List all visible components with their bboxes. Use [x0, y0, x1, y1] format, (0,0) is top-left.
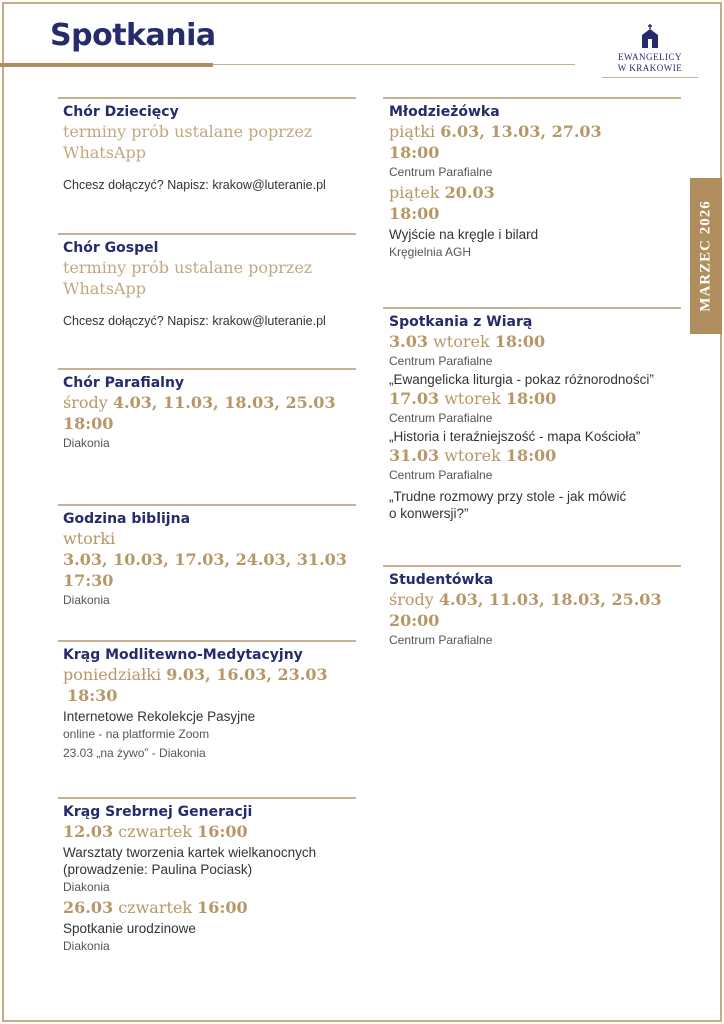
event-2-schedule	[63, 897, 356, 918]
event-1-schedule	[389, 331, 681, 352]
event-3-schedule	[389, 445, 681, 466]
event-date: 31.03	[389, 446, 440, 465]
weekday: środy	[389, 590, 434, 609]
section-rule	[58, 368, 356, 370]
time: 18:00	[389, 143, 440, 162]
place: Centrum Parafialne	[389, 633, 493, 647]
section-choir-gospel	[58, 233, 356, 330]
place: Centrum Parafialne	[389, 411, 493, 425]
section-title: Godzina biblijna	[63, 511, 191, 527]
event-1-schedule	[389, 121, 681, 142]
section-choir-children	[58, 97, 356, 194]
event-weekday: czwartek	[118, 898, 193, 917]
time: 20:00	[389, 611, 440, 630]
section-rule	[58, 233, 356, 235]
event-date: 3.03	[389, 332, 428, 351]
event-time: 18:00	[505, 389, 557, 408]
event-description: Warsztaty tworzenia kartek wielkanocnych	[63, 845, 317, 860]
schedule-line	[63, 664, 356, 685]
section-title: Studentówka	[389, 572, 494, 588]
place-live: 23.03 „na żywo” - Diakonia	[63, 746, 206, 760]
rehearsal-note: terminy prób ustalane poprzez WhatsApp	[63, 122, 313, 162]
time: 18:30	[67, 686, 118, 705]
logo-text-line2: W KRAKOWIE	[617, 63, 683, 73]
event-weekday: wtorek	[444, 446, 501, 465]
rehearsal-note: terminy prób ustalane poprzez WhatsApp	[63, 258, 313, 298]
section-rule	[383, 307, 681, 309]
event-date: 26.03	[63, 898, 114, 917]
section-title: Krąg Modlitewno-Medytacyjny	[63, 647, 303, 663]
section-rule	[58, 97, 356, 99]
place: Centrum Parafialne	[389, 165, 493, 179]
dates: 4.03, 11.03, 18.03, 25.03	[438, 590, 662, 609]
schedule-line	[63, 392, 356, 413]
section-silver-generation	[58, 797, 356, 956]
place: Diakonia	[63, 939, 110, 953]
weekday: piątek	[389, 183, 440, 202]
section-title: Krąg Srebrnej Generacji	[63, 804, 253, 820]
event-date: 17.03	[389, 389, 440, 408]
section-rule	[58, 504, 356, 506]
event-weekday: wtorek	[433, 332, 490, 351]
place: Centrum Parafialne	[389, 468, 493, 482]
contact-text: Chcesz dołączyć? Napisz: krakow@luteranie.pl	[63, 314, 326, 328]
month-side-tab	[690, 178, 722, 334]
logo	[602, 24, 698, 78]
event-date: 12.03	[63, 822, 114, 841]
church-logo-icon	[641, 24, 659, 48]
event-description: Internetowe Rekolekcje Pasyjne	[63, 709, 256, 724]
event-time: 18:00	[494, 332, 546, 351]
section-rule	[58, 797, 356, 799]
place: Diakonia	[63, 436, 110, 450]
event-time: 16:00	[197, 898, 248, 917]
dates: 9.03, 16.03, 23.03	[166, 665, 328, 684]
date: 20.03	[444, 183, 495, 202]
event-host: (prowadzenie: Paulina Pociask)	[63, 862, 253, 877]
month-side-tab-label: MARZEC 2026	[697, 200, 714, 312]
title-underline-bar	[0, 63, 213, 67]
dates: 6.03, 13.03, 27.03	[440, 122, 602, 141]
place: Diakonia	[63, 880, 110, 894]
weekday: środy	[63, 393, 108, 412]
event-topic: „Ewangelicka liturgia - pokaz różnorodności”	[389, 372, 654, 387]
time: 17:30	[63, 571, 114, 590]
event-1-schedule	[63, 821, 356, 842]
section-rule	[58, 640, 356, 642]
section-faith-meetings	[383, 307, 681, 522]
section-students	[383, 565, 681, 650]
section-title: Młodzieżówka	[389, 104, 500, 120]
section-rule	[383, 565, 681, 567]
page-title: Spotkania	[50, 18, 216, 53]
dates: 4.03, 11.03, 18.03, 25.03	[112, 393, 336, 412]
weekday: poniedziałki	[63, 665, 162, 684]
place: Diakonia	[63, 593, 110, 607]
logo-rule	[602, 77, 698, 78]
time: 18:00	[63, 414, 114, 433]
event-2-schedule	[389, 388, 681, 409]
event-topic-line2: o konwersji?”	[389, 506, 469, 521]
schedule-line	[389, 589, 681, 610]
event-weekday: czwartek	[118, 822, 193, 841]
place-online: online - na platformie Zoom	[63, 727, 210, 741]
section-rule	[383, 97, 681, 99]
section-choir-parish	[58, 368, 356, 453]
event-description: Spotkanie urodzinowe	[63, 921, 196, 936]
section-title: Chór Gospel	[63, 240, 159, 256]
event-time: 16:00	[197, 822, 248, 841]
place: Kręgielnia AGH	[389, 245, 472, 259]
event-topic: „Historia i teraźniejszość - mapa Kościoła”	[389, 429, 641, 444]
event-description: Wyjście na kręgle i bilard	[389, 227, 539, 242]
weekday: wtorki	[63, 529, 116, 548]
logo-text-line1: EWANGELICY	[618, 52, 682, 62]
section-youth	[383, 97, 681, 262]
place: Centrum Parafialne	[389, 354, 493, 368]
contact-text: Chcesz dołączyć? Napisz: krakow@luteranie.pl	[63, 178, 326, 192]
event-weekday: wtorek	[444, 389, 501, 408]
section-prayer-circle	[58, 640, 356, 763]
time: 18:00	[389, 204, 440, 223]
section-title: Chór Parafialny	[63, 375, 185, 391]
section-title: Spotkania z Wiarą	[389, 314, 533, 330]
section-bible-hour	[58, 504, 356, 610]
event-time: 18:00	[505, 446, 557, 465]
event-2-schedule	[389, 182, 681, 203]
dates: 3.03, 10.03, 17.03, 24.03, 31.03	[63, 550, 347, 569]
event-topic-line1: „Trudne rozmowy przy stole - jak mówić	[389, 489, 627, 504]
section-title: Chór Dziecięcy	[63, 104, 179, 120]
weekday: piątki	[389, 122, 436, 141]
title-underline-line	[213, 64, 575, 65]
